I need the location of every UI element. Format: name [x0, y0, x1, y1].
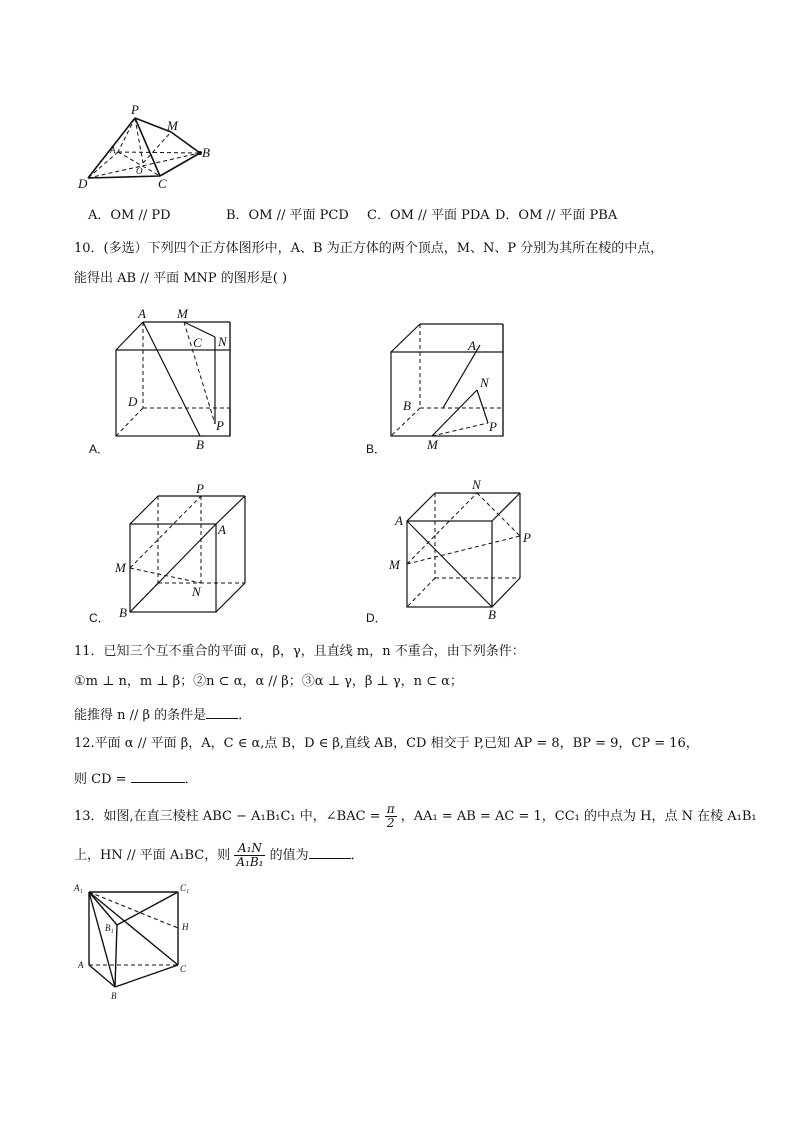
q9-option-c: C．OM // 平面 PDA — [367, 208, 490, 223]
prism-label-A1: A₁ — [74, 883, 83, 893]
cube-b-label-P: P — [489, 419, 497, 434]
cube-d-label-M: M — [389, 557, 400, 572]
label-B: B — [202, 145, 210, 160]
prism-label-B1: B₁ — [105, 923, 114, 933]
label-P: P — [131, 102, 139, 117]
q13-angle-num: π — [386, 802, 395, 816]
q13-line1-b: ，AA₁ = AB = AC = 1，CC₁ 的中点为 H，点 N 在棱 A₁B₁ — [400, 809, 757, 824]
q12-line2-prefix: 则 CD = — [74, 772, 127, 787]
q10-option-d-label: D． — [366, 611, 387, 625]
q12-line1: 12.平面 α // 平面 β，A，C ∈ α,点 B，D ∈ β,直线 AB，CD 相交于 P,已知 AP = 8，BP = 9，CP = 16， — [74, 736, 699, 751]
q13-line2-a: 上，HN // 平面 A₁BC，则 — [74, 848, 231, 863]
cube-c-label-M: M — [115, 560, 126, 575]
q9-option-a: A．OM // PD — [88, 208, 171, 223]
cube-b-label-A: A — [468, 338, 476, 353]
q13-line1-a: 13．如图,在直三棱柱 ABC − A₁B₁C₁ 中，∠BAC = — [74, 809, 381, 824]
cube-d-label-A: A — [395, 513, 403, 528]
q13-ratio-num: A₁N — [234, 842, 265, 856]
q10-option-b-label: B． — [366, 442, 387, 456]
label-C: C — [158, 176, 167, 191]
prism-label-C: C — [180, 964, 187, 974]
cube-a-label-P: P — [216, 418, 224, 433]
prism-label-C1: C₁ — [180, 883, 190, 893]
cube-a-label-A: A — [138, 306, 146, 321]
q12-line2-suffix: ． — [184, 772, 198, 787]
cube-c-label-P: P — [196, 481, 204, 496]
cube-b-label-N: N — [480, 375, 489, 390]
prism-label-B: B — [111, 991, 117, 1001]
cube-a-label-M: M — [177, 306, 188, 321]
q11-line2: ①m ⊥ n，m ⊥ β；②n ⊂ α，α // β；③α ⊥ γ，β ⊥ γ，n ⊂ α； — [74, 674, 463, 689]
q11-line3-suffix: ． — [238, 708, 252, 723]
q9-option-d: D．OM // 平面 PBA — [495, 208, 618, 223]
label-D: D — [78, 176, 88, 191]
cube-a-label-D: D — [128, 394, 138, 409]
q10-option-c-label: C． — [89, 611, 110, 625]
cube-a-label-C: C — [193, 335, 202, 350]
prism-label-H: H — [182, 922, 189, 932]
q11-line1: 11．已知三个互不重合的平面 α，β，γ，且直线 m，n 不重合，由下列条件： — [74, 644, 525, 659]
cube-c-label-B: B — [119, 605, 127, 620]
q13-ratio-den: A₁B₁ — [236, 855, 264, 869]
label-M: M — [167, 118, 178, 133]
q10-option-a-label: A． — [89, 442, 110, 456]
q10-line2: 能得出 AB // 平面 MNP 的图形是( ) — [74, 271, 288, 286]
q10-line1: 10．(多选）下列四个正方体图形中，A、B 为正方体的两个顶点，M、N、P 分别为其所在棱的中点， — [74, 241, 664, 256]
cube-a-label-B: B — [196, 437, 204, 452]
cube-b-label-B: B — [403, 398, 411, 413]
prism-label-A: A — [78, 960, 84, 970]
cube-d-label-P: P — [523, 530, 531, 545]
q13-line2-b: 的值为 — [269, 848, 309, 863]
q9-option-b: B．OM // 平面 PCD — [226, 208, 349, 223]
q13-line2-c: ． — [350, 848, 364, 863]
label-A: A — [110, 145, 116, 155]
cube-b-label-M: M — [427, 437, 438, 452]
cube-d-label-B: B — [488, 607, 496, 622]
cube-d-label-N: N — [472, 477, 481, 492]
cube-c-label-A: A — [218, 522, 226, 537]
label-O: O — [136, 166, 143, 176]
cube-a-label-N: N — [218, 334, 227, 349]
q13-angle-den: 2 — [386, 816, 395, 830]
cube-c-label-N: N — [192, 584, 201, 599]
q11-line3-prefix: 能推得 n // β 的条件是 — [74, 708, 207, 723]
